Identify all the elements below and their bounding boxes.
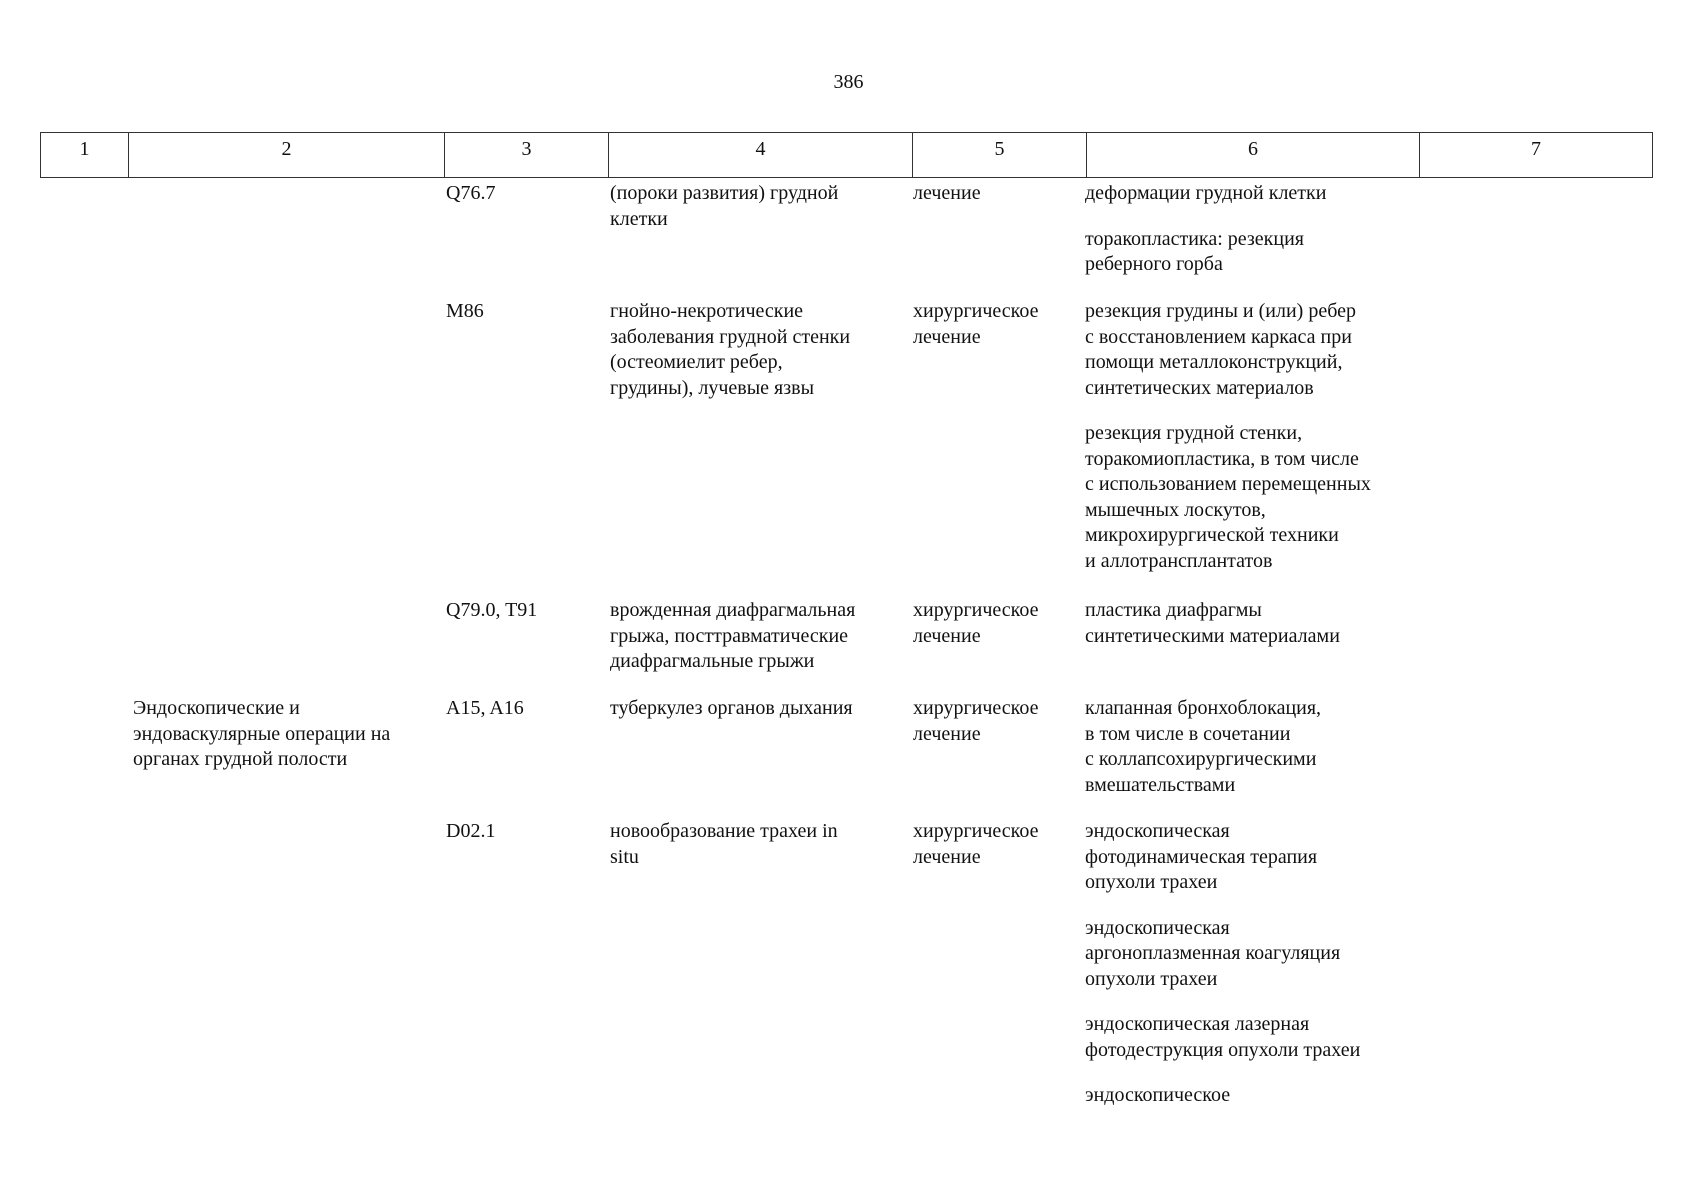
- treatment-type-line: хирургическое: [913, 820, 1039, 842]
- treatment-type: [913, 696, 1078, 747]
- header-cell-3: 3: [445, 133, 609, 178]
- treatment-method: [1085, 696, 1415, 798]
- section-title-line: органах грудной полости: [133, 748, 348, 770]
- disease-model: [610, 299, 900, 401]
- treatment-method-line: фотодинамическая терапия: [1085, 845, 1318, 868]
- treatment-type: [913, 598, 1078, 649]
- disease-model-line: грудины), лучевые язвы: [610, 376, 815, 399]
- icd-code-line: D02.1: [446, 820, 496, 842]
- treatment-method-line: опухоли трахеи: [1085, 871, 1218, 893]
- section-title-line: Эндоскопические и: [133, 697, 300, 719]
- disease-model-line: диафрагмальные грыжи: [610, 650, 815, 672]
- treatment-method-line: в том числе в сочетании: [1085, 722, 1291, 745]
- treatment-method: [1085, 1083, 1415, 1109]
- treatment-method: [1085, 421, 1415, 574]
- treatment-method-line: аргоноплазменная коагуляция: [1085, 942, 1341, 964]
- treatment-method: [1085, 598, 1415, 649]
- icd-code-line: Q76.7: [446, 182, 496, 204]
- treatment-type: [913, 181, 1078, 207]
- header-cell-5: 5: [913, 133, 1087, 178]
- disease-model-line: клетки: [610, 207, 668, 230]
- treatment-method-line: эндоскопическое: [1085, 1084, 1231, 1106]
- treatment-method-line: с коллапсохирургическими: [1085, 748, 1317, 770]
- disease-model-line: грыжа, посттравматические: [610, 624, 849, 647]
- treatment-method-line: резекция грудной стенки,: [1085, 422, 1303, 444]
- treatment-method: [1085, 299, 1415, 401]
- icd-code: [446, 598, 596, 624]
- treatment-method-line: мышечных лоскутов,: [1085, 498, 1266, 521]
- disease-model-line: situ: [610, 845, 639, 868]
- header-cell-2: 2: [129, 133, 445, 178]
- treatment-method-line: опухоли трахеи: [1085, 967, 1218, 990]
- treatment-method-line: с использованием перемещенных: [1085, 473, 1371, 495]
- treatment-type-line: лечение: [913, 722, 981, 745]
- treatment-method: [1085, 181, 1415, 207]
- treatment-method-line: деформации грудной клетки: [1085, 182, 1327, 204]
- treatment-type: [913, 819, 1078, 870]
- disease-model: [610, 819, 900, 870]
- disease-model-line: туберкулез органов дыхания: [610, 697, 853, 719]
- page-number: 386: [833, 71, 864, 93]
- header-cell-1: 1: [41, 133, 129, 178]
- treatment-type-line: лечение: [913, 845, 981, 868]
- treatment-method-line: вмешательствами: [1085, 773, 1236, 796]
- treatment-type: [913, 299, 1078, 350]
- disease-model-line: (остеомиелит ребер,: [610, 351, 783, 373]
- icd-code: [446, 819, 596, 845]
- treatment-method-line: торакопластика: резекция: [1085, 227, 1305, 250]
- treatment-method: [1085, 819, 1415, 896]
- icd-code-line: M86: [446, 300, 484, 322]
- header-cell-4: 4: [609, 133, 913, 178]
- section-title-line: эндоваскулярные операции на: [133, 722, 391, 745]
- treatment-method-line: синтетическими материалами: [1085, 624, 1340, 647]
- treatment-method-line: эндоскопическая: [1085, 916, 1230, 939]
- treatment-method-line: эндоскопическая лазерная: [1085, 1013, 1310, 1035]
- disease-model-line: врожденная диафрагмальная: [610, 599, 856, 621]
- treatment-method-line: резекция грудины и (или) ребер: [1085, 300, 1356, 322]
- treatment-type-line: хирургическое: [913, 300, 1039, 322]
- disease-model-line: заболевания грудной стенки: [610, 325, 851, 348]
- treatment-method-line: и аллотрансплантатов: [1085, 549, 1273, 572]
- disease-model-line: новообразование трахеи in: [610, 820, 838, 842]
- treatment-type-line: хирургическое: [913, 697, 1039, 719]
- treatment-type-line: лечение: [913, 182, 981, 204]
- treatment-method-line: с восстановлением каркаса при: [1085, 325, 1352, 348]
- treatment-method: [1085, 1012, 1415, 1063]
- treatment-method-line: микрохирургической техники: [1085, 524, 1339, 546]
- treatment-method-line: клапанная бронхоблокация,: [1085, 697, 1322, 719]
- treatment-type-line: лечение: [913, 325, 981, 348]
- treatment-method: [1085, 227, 1415, 278]
- header-cell-7: 7: [1420, 133, 1653, 178]
- treatment-method-line: реберного горба: [1085, 253, 1223, 275]
- disease-model: [610, 181, 900, 232]
- icd-code-line: A15, A16: [446, 697, 524, 719]
- icd-code: [446, 696, 596, 722]
- treatment-method-line: торакомиопластика, в том числе: [1085, 447, 1359, 470]
- disease-model: [610, 696, 900, 722]
- header-cell-6: 6: [1087, 133, 1420, 178]
- treatment-method-line: помощи металлоконструкций,: [1085, 351, 1343, 373]
- treatment-method: [1085, 916, 1415, 993]
- icd-code: [446, 299, 596, 325]
- treatment-type-line: хирургическое: [913, 599, 1039, 621]
- treatment-method-line: фотодеструкция опухоли трахеи: [1085, 1038, 1361, 1061]
- treatment-method-line: эндоскопическая: [1085, 820, 1230, 842]
- disease-model-line: гнойно-некротические: [610, 300, 804, 322]
- icd-code-line: Q79.0, T91: [446, 599, 538, 621]
- disease-model: [610, 598, 900, 675]
- disease-model-line: (пороки развития) грудной: [610, 182, 839, 204]
- treatment-method-line: синтетических материалов: [1085, 376, 1314, 399]
- treatment-type-line: лечение: [913, 624, 981, 647]
- icd-code: [446, 181, 596, 207]
- section-title: [133, 696, 433, 773]
- treatment-method-line: пластика диафрагмы: [1085, 599, 1262, 621]
